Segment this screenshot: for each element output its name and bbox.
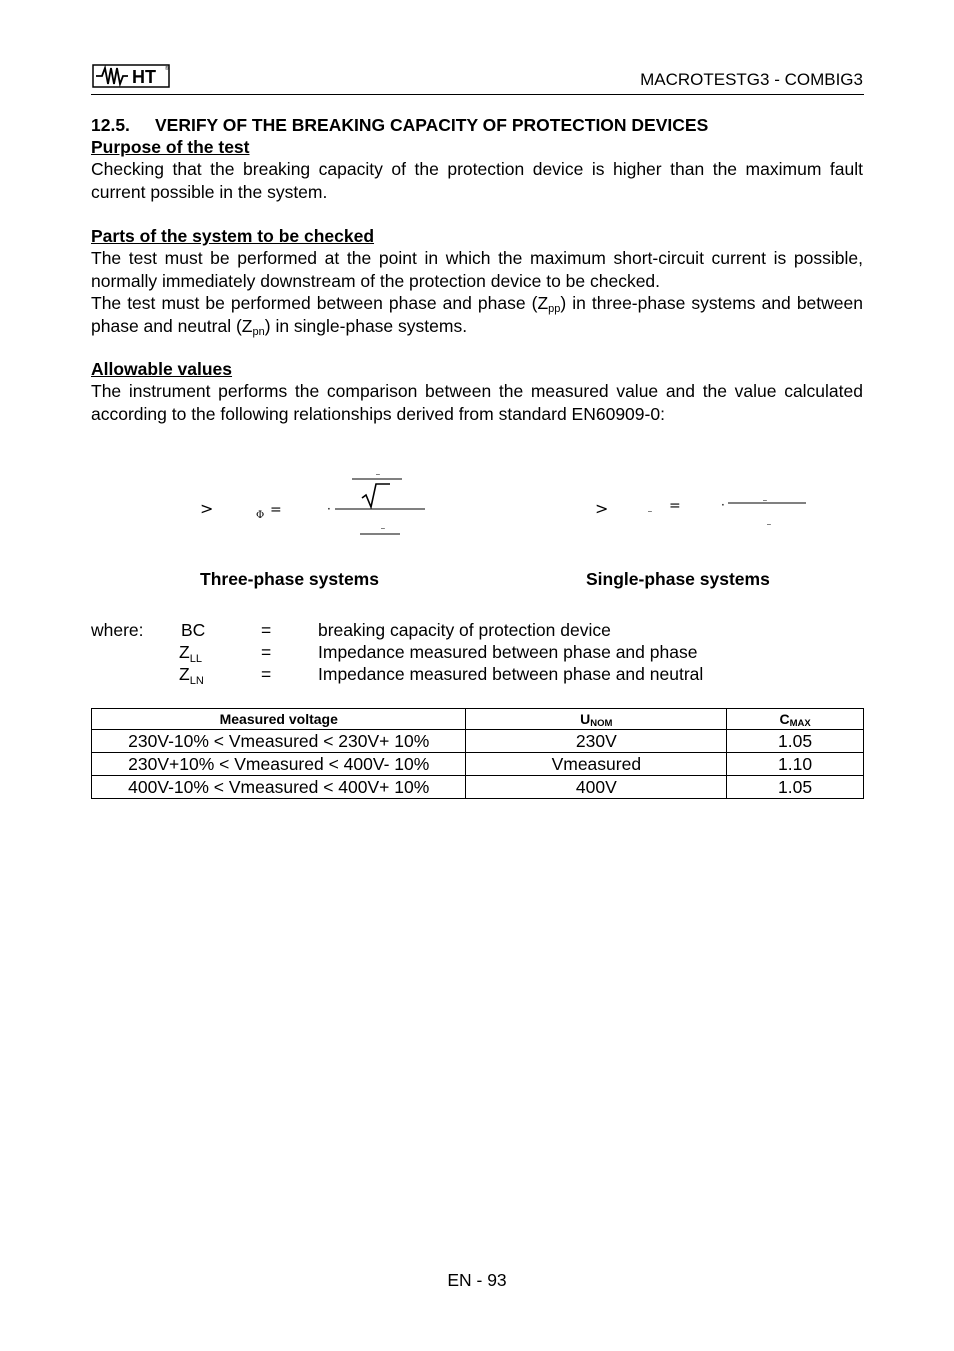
where-symbol-bc: BC	[181, 620, 206, 640]
section-heading	[91, 115, 708, 136]
svg-text:Φ: Φ	[256, 510, 265, 521]
svg-text:=: =	[270, 502, 282, 518]
three-phase-caption: Three-phase systems	[200, 569, 379, 589]
table-cell: 1.05	[727, 776, 864, 799]
where-desc-zll: Impedance measured between phase and phase	[318, 642, 698, 662]
svg-text:–: –	[763, 497, 767, 504]
svg-text:–: –	[381, 525, 385, 532]
table-header-measured-voltage: Measured voltage	[92, 709, 466, 730]
svg-text:>: >	[595, 499, 609, 518]
allowable-text: The instrument performs the comparison between the measured value and the value calculated according to the following relationships derived from standard EN60909-0:	[91, 381, 863, 424]
svg-text:·: ·	[721, 498, 725, 512]
cmax-table	[91, 708, 864, 799]
table-cell: 230V-10% < Vmeasured < 230V+ 10%	[92, 730, 466, 753]
svg-text:®: ®	[165, 66, 169, 72]
header-divider	[91, 94, 864, 95]
table-cell: 230V	[466, 730, 727, 753]
parts-text-1: The test must be performed at the point in which the maximum short-circuit current is possible, normally immediately downstream of the protection device to be checked.	[91, 248, 863, 291]
section-number: 12.5.	[91, 115, 130, 135]
table-cell: 400V-10% < Vmeasured < 400V+ 10%	[92, 776, 466, 799]
table-row	[92, 776, 864, 799]
where-symbol-zln: $Z_{LN}$	[179, 664, 204, 687]
purpose-text: Checking that the breaking capacity of the protection device is higher than the maximum fault current possible in the system.	[91, 159, 863, 202]
table-cell: Vmeasured	[466, 753, 727, 776]
single-phase-caption: Single-phase systems	[586, 569, 770, 589]
table-cell: 1.05	[727, 730, 864, 753]
svg-text:–: –	[767, 521, 771, 528]
svg-text:=: =	[669, 498, 681, 514]
purpose-heading: Purpose of the test	[91, 137, 250, 157]
page-number: EN - 93	[447, 1270, 507, 1290]
ht-logo	[92, 62, 172, 90]
table-header-row	[92, 709, 864, 730]
document-title: MACROTESTG3 - COMBIG3	[640, 70, 863, 89]
table-cell: 400V	[466, 776, 727, 799]
svg-text:–: –	[648, 508, 652, 515]
table-cell: 230V+10% < Vmeasured < 400V- 10%	[92, 753, 466, 776]
where-equals: =	[261, 664, 272, 684]
where-equals: =	[261, 642, 272, 662]
table-header-unom: $U_{NOM}$	[466, 709, 727, 730]
svg-text:>: >	[200, 499, 214, 518]
where-desc-zln: Impedance measured between phase and neutral	[318, 664, 704, 684]
table-row	[92, 753, 864, 776]
logo-text: HT	[132, 67, 156, 87]
section-title: VERIFY OF THE BREAKING CAPACITY OF PROTECTION DEVICES	[155, 115, 709, 135]
svg-text:·: ·	[327, 502, 331, 516]
where-desc-bc: breaking capacity of protection device	[318, 620, 611, 640]
where-label: where:	[91, 620, 144, 640]
single-phase-formula	[585, 480, 815, 540]
parts-heading: Parts of the system to be checked	[91, 226, 375, 246]
where-equals: =	[261, 620, 272, 640]
table-row	[92, 730, 864, 753]
allowable-heading: Allowable values	[91, 359, 233, 379]
svg-text:–: –	[376, 471, 380, 478]
where-symbol-zll: $Z_{LL}$	[179, 642, 202, 665]
three-phase-formula	[190, 465, 440, 545]
table-cell: 1.10	[727, 753, 864, 776]
table-header-cmax: $C_{MAX}$	[727, 709, 864, 730]
parts-text-2: The test must be performed between phase and phase $(Z_{pp})$ in three-phase systems and between phase and neutral $(Z_{pn})$ in single-phase systems.	[91, 293, 863, 338]
